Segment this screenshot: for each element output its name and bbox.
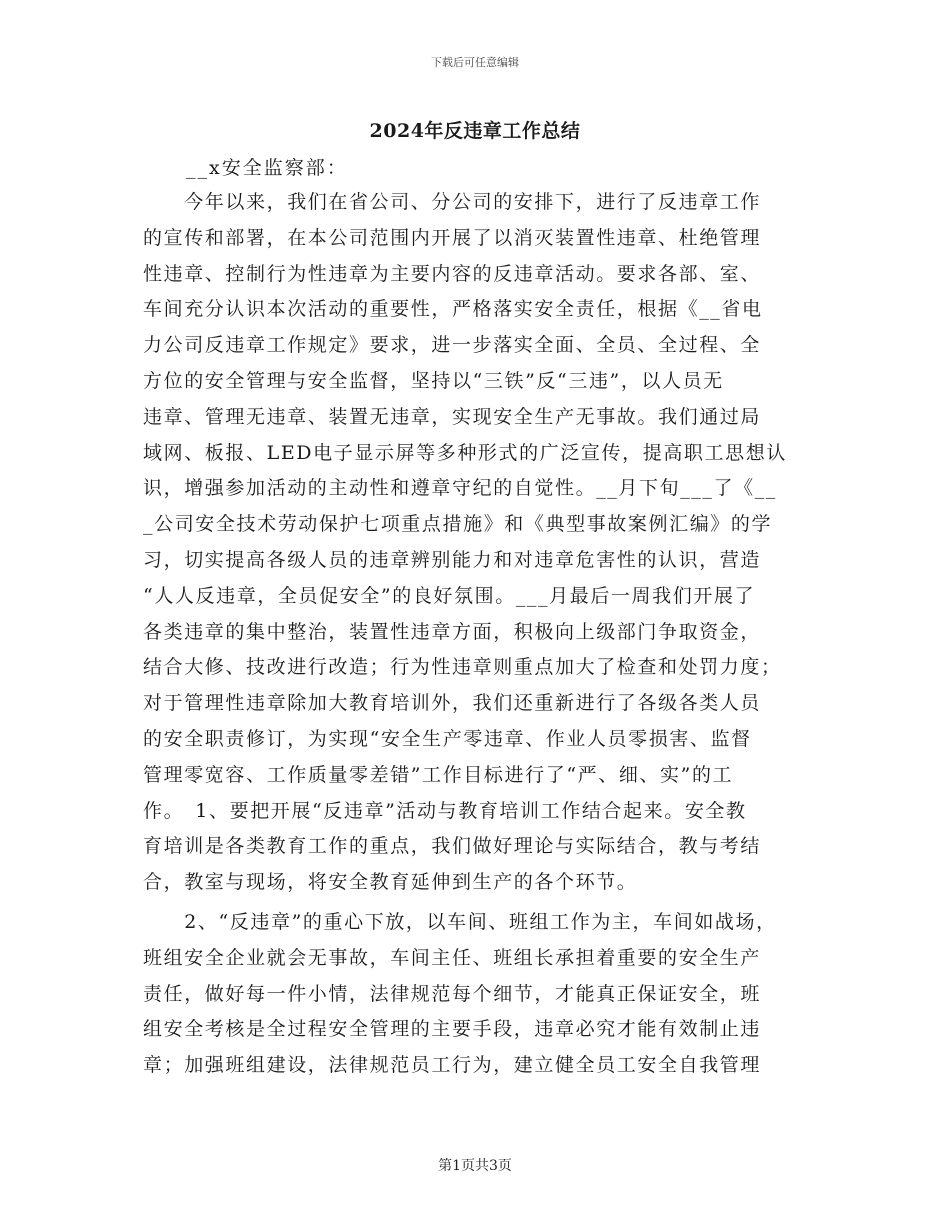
body-line: 责任，做好每一件小情，法律规范每个细节，才能真正保证安全，班: [143, 982, 762, 1005]
body-line: 力公司反违章工作规定》要求，进一步落实全面、全员、全过程、全: [143, 334, 762, 357]
body-line: 车间充分认识本次活动的重要性，严格落实安全责任，根据《__省电: [143, 298, 763, 321]
body-line: 合，教室与现场，将安全教育延伸到生产的各个环节。: [143, 871, 638, 894]
body-line: 管理零宽容、工作质量零差错”工作目标进行了“严、细、实”的工: [143, 763, 734, 786]
body-line: “人人反违章，全员促安全”的良好氛围。___月最后一周我们开展了: [143, 584, 756, 607]
body-line: 的安全职责修订，为实现“安全生产零违章、作业人员零损害、监督: [143, 728, 752, 750]
body-line: 方位的安全管理与安全监督，坚持以“三铁”反“三违”，以人员无: [143, 370, 724, 392]
body-line: 组安全考核是全过程安全管理的主要手段，违章必究才能有效制止违: [143, 1018, 762, 1041]
body-line: 作。 1、要把开展“反违章”活动与教育培训工作结合起来。安全教: [143, 799, 747, 822]
body-line: 习，切实提高各级人员的违章辨别能力和对违章危害性的认识，营造: [143, 549, 762, 571]
body-line: 识，增强参加活动的主动性和遵章守纪的自觉性。__月下旬___了《__: [143, 477, 777, 500]
body-line: 的宣传和部署，在本公司范围内开展了以消灭装置性违章、杜绝管理: [143, 226, 762, 249]
body-line: 各类违章的集中整治，装置性违章方面，积极向上级部门争取资金，: [143, 620, 762, 643]
body-line: _公司安全技术劳动保护七项重点措施》和《典型事故案例汇编》的学: [143, 513, 773, 536]
body-line: 结合大修、技改进行改造；行为性违章则重点加大了检查和处罚力度；: [143, 656, 782, 679]
header-note: 下载后可任意编辑: [431, 56, 519, 69]
body-line: 性违章、控制行为性违章为主要内容的反违章活动。要求各部、室、: [143, 262, 762, 285]
body-line: 班组安全企业就会无事故，车间主任、班组长承担着重要的安全生产: [143, 946, 762, 969]
body-line: 2、“反违章”的重心下放，以车间、班组工作为主，车间如战场，: [143, 911, 777, 933]
body-line: 对于管理性违章除加大教育培训外，我们还重新进行了各级各类人员: [143, 692, 762, 715]
body-line: 育培训是各类教育工作的重点，我们做好理论与实际结合，教与考结: [143, 835, 762, 858]
body-line: 今年以来，我们在省公司、分公司的安排下，进行了反违章工作: [143, 191, 762, 213]
addressee: __x安全监察部：: [186, 157, 348, 179]
page-footer: 第1页共3页: [438, 1158, 512, 1174]
body-line: 域网、板报、LED电子显示屏等多种形式的广泛宣传，提高职工思想认: [143, 441, 787, 464]
body-line: 章；加强班组建设，法律规范员工行为，建立健全员工安全自我管理: [143, 1054, 762, 1077]
document-title: 2024年反违章工作总结: [369, 120, 581, 142]
body-line: 违章、管理无违章、装置无违章，实现安全生产无事故。我们通过局: [143, 405, 762, 428]
